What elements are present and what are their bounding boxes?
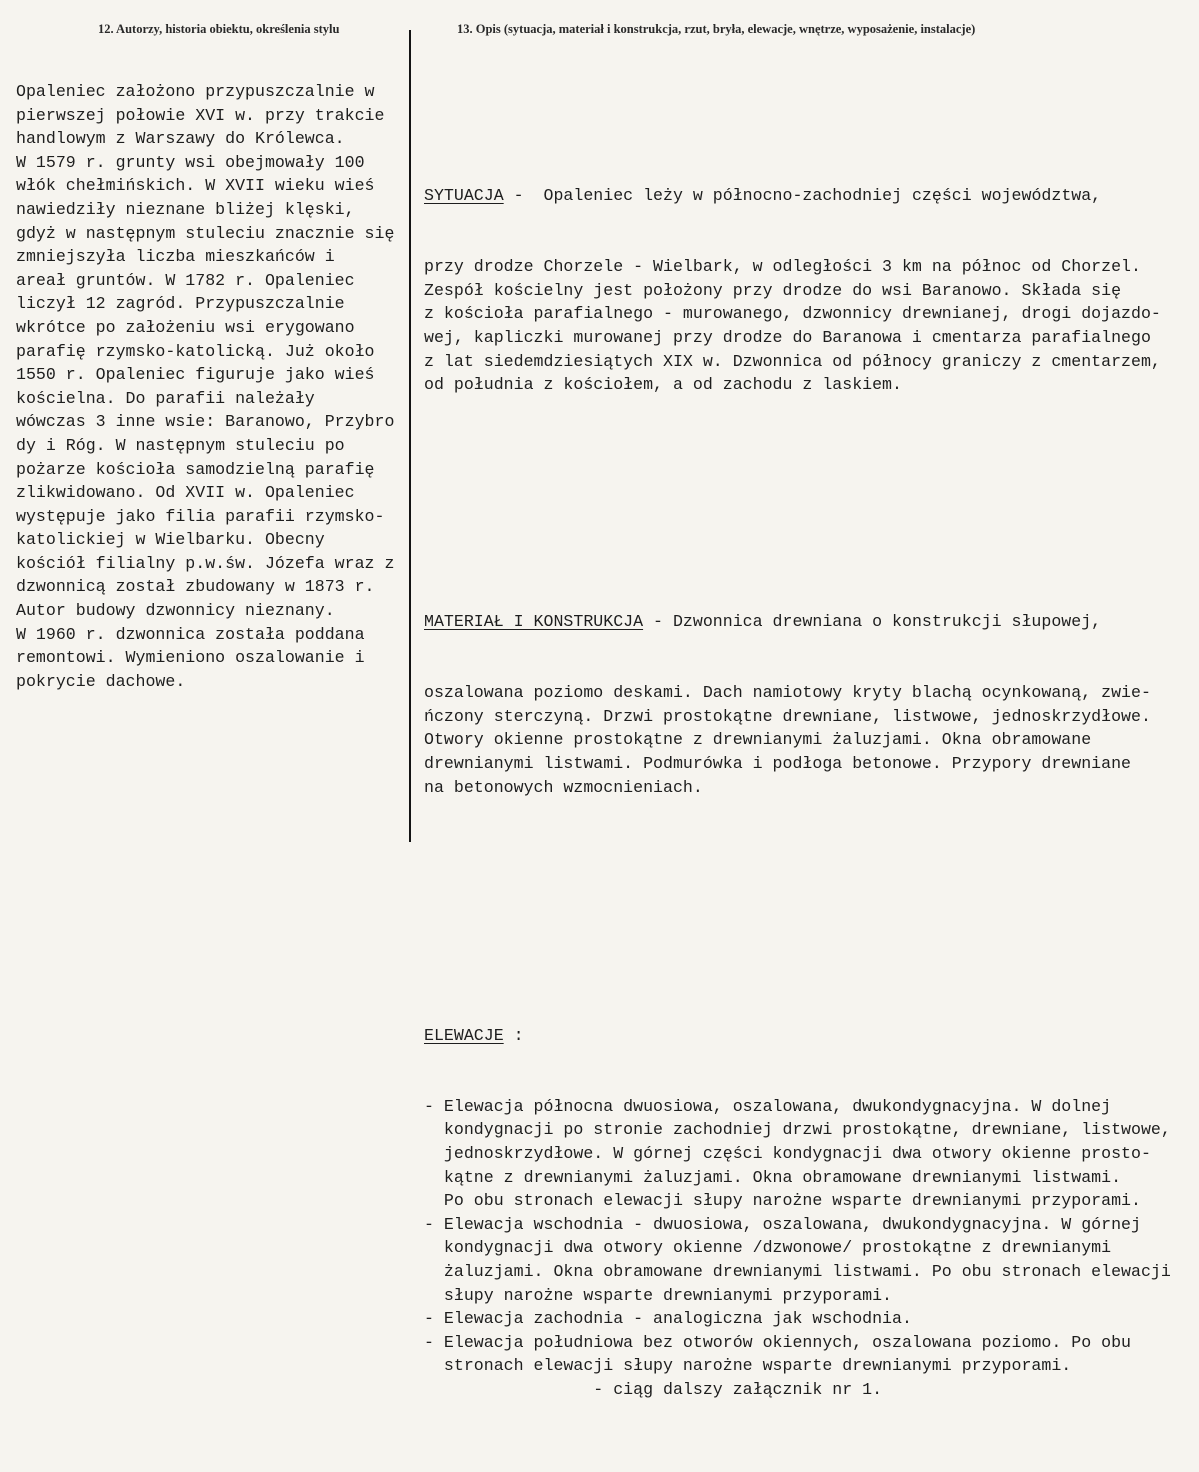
history-text-line: zlikwidowano. Od XVII w. Opaleniec xyxy=(16,483,355,503)
elewacje-line: - ciąg dalszy załącznik nr 1. xyxy=(424,1379,883,1399)
sytuacja-line: przy drodze Chorzele - Wielbark, w odległości 3 km na północ od Chorzel. xyxy=(424,257,1141,277)
elewacje-line: kondygnacji dwa otwory okienne /dzwonowe/ prostokątne z drewnianymi xyxy=(424,1238,1112,1258)
history-text-line: pokrycie dachowe. xyxy=(16,671,186,691)
history-text-line: nawiedziły nieznane bliżej klęski, xyxy=(16,199,355,219)
description-text-column xyxy=(424,90,1171,1472)
history-text-line: gdyż w następnym stuleciu znacznie się xyxy=(16,223,395,243)
history-text-line: W 1579 r. grunty wsi obejmowały 100 xyxy=(16,152,365,172)
material-line: drewnianymi listwami. Podmurówka i podłoga betonowe. Przypory drewniane xyxy=(424,754,1132,774)
sytuacja-line: Zespół kościelny jest położony przy drodze do wsi Baranowo. Składa się xyxy=(424,280,1122,300)
history-text-line: pierwszej połowie XVI w. przy trakcie xyxy=(16,105,385,125)
history-text-line: wówczas 3 inne wsie: Baranowo, Przybro xyxy=(16,412,395,432)
section-13-header: 13. Opis (sytuacja, materiał i konstrukcja, rzut, bryła, elewacje, wnętrze, wyposażenie, instalacje) xyxy=(457,22,976,36)
sytuacja-line: wej, kapliczki murowanej przy drodze do Baranowa i cmentarza parafialnego xyxy=(424,327,1151,347)
material-line: ńczony sterczyną. Drzwi prostokątne drewniane, listwowe, jednoskrzydłowe. xyxy=(424,706,1151,726)
elewacje-line: - Elewacja północna dwuosiowa, oszalowana, dwukondygnacyjna. W dolnej xyxy=(424,1096,1112,1116)
elewacje-heading-line xyxy=(424,1024,1171,1048)
history-text-line: areał gruntów. W 1782 r. Opaleniec xyxy=(16,270,355,290)
history-text-line: katolickiej w Wielbarku. Obecny xyxy=(16,530,325,550)
material-line: Otwory okienne prostokątne z drewnianymi żaluzjami. Okna obramowane xyxy=(424,730,1092,750)
elewacje-line: słupy narożne wsparte drewnianymi przyporami. xyxy=(424,1285,893,1305)
sytuacja-first-line xyxy=(424,184,1171,208)
history-text-column xyxy=(16,80,394,693)
history-text-line: dzwonnicą został zbudowany w 1873 r. xyxy=(16,577,375,597)
elewacje-line: - Elewacja wschodnia - dwuosiowa, oszalowana, dwukondygnacyjna. W górnej xyxy=(424,1214,1141,1234)
elewacje-heading-suffix: : xyxy=(503,1025,524,1045)
material-heading: MATERIAŁ I KONSTRUKCJA xyxy=(424,612,644,632)
history-text-line: Autor budowy dzwonnicy nieznany. xyxy=(16,601,335,621)
column-divider xyxy=(409,30,411,842)
history-text-line: dy i Róg. W następnym stuleciu po xyxy=(16,435,345,455)
history-text-line: kościelna. Do parafii należały xyxy=(16,388,315,408)
history-text-line: remontowi. Wymieniono oszalowanie i xyxy=(16,648,365,668)
history-text-line: W 1960 r. dzwonnica została poddana xyxy=(16,624,365,644)
elewacje-line: - Elewacja zachodnia - analogiczna jak wschodnia. xyxy=(424,1309,912,1329)
history-text-line: wkrótce po założeniu wsi erygowano xyxy=(16,317,355,337)
history-text-line: włók chełmińskich. W XVII wieku wieś xyxy=(16,176,375,196)
history-text-line: handlowym z Warszawy do Królewca. xyxy=(16,129,345,149)
history-text-line: kościół filialny p.w.św. Józefa wraz z xyxy=(16,553,395,573)
elewacje-line: kątne z drewnianymi żaluzjami. Okna obramowane drewnianymi listwami. xyxy=(424,1167,1122,1187)
history-text-line: 1550 r. Opaleniec figuruje jako wieś xyxy=(16,365,375,385)
elewacje-line: jednoskrzydłowe. W górnej części kondygnacji dwa otwory okienne prosto- xyxy=(424,1143,1151,1163)
elewacje-section xyxy=(424,977,1171,1449)
history-text-line: pożarze kościoła samodzielną parafię xyxy=(16,459,375,479)
history-text-line: Opaleniec założono przypuszczalnie w xyxy=(16,82,375,101)
history-text-line: zmniejszyła liczba mieszkańców i xyxy=(16,247,335,267)
material-line: oszalowana poziomo deskami. Dach namiotowy kryty blachą ocynkowaną, zwie- xyxy=(424,683,1151,703)
history-text-line: liczył 12 zagród. Przypuszczalnie xyxy=(16,294,345,314)
elewacje-line: żaluzjami. Okna obramowane drewnianymi listwami. Po obu stronach elewacji xyxy=(424,1261,1171,1281)
material-line: - Dzwonnica drewniana o konstrukcji słupowej, xyxy=(643,612,1102,632)
sytuacja-line: z kościoła parafialnego - murowanego, dzwonnicy drewnianej, drogi dojazdo- xyxy=(424,304,1161,324)
elewacje-line: - Elewacja południowa bez otworów okiennych, oszalowana poziomo. Po obu xyxy=(424,1332,1132,1352)
sytuacja-line: - Opaleniec leży w północno-zachodniej części województwa, xyxy=(503,186,1102,206)
elewacje-line: stronach elewacji słupy narożne wsparte drewnianymi przyporami. xyxy=(424,1356,1072,1376)
sytuacja-line: od południa z kościołem, a od zachodu z laskiem. xyxy=(424,375,902,395)
elewacje-line: Po obu stronach elewacji słupy narożne wsparte drewnianymi przyporami. xyxy=(424,1191,1141,1211)
material-line: na betonowych wzmocnieniach. xyxy=(424,777,703,797)
elewacje-heading: ELEWACJE xyxy=(424,1025,504,1045)
elewacje-line: kondygnacji po stronie zachodniej drzwi prostokątne, drewniane, listwowe, xyxy=(424,1120,1171,1140)
section-12-header: 12. Autorzy, historia obiektu, określenia stylu xyxy=(98,22,340,36)
material-first-line xyxy=(424,610,1171,634)
history-text-line: występuje jako filia parafii rzymsko- xyxy=(16,506,385,526)
sytuacja-line: z lat siedemdziesiątych XIX w. Dzwonnica od północy graniczy z cmentarzem, xyxy=(424,351,1161,371)
sytuacja-heading: SYTUACJA xyxy=(424,186,504,206)
history-text-line: parafię rzymsko-katolicką. Już około xyxy=(16,341,375,361)
sytuacja-section xyxy=(424,137,1171,444)
material-section xyxy=(424,563,1171,846)
